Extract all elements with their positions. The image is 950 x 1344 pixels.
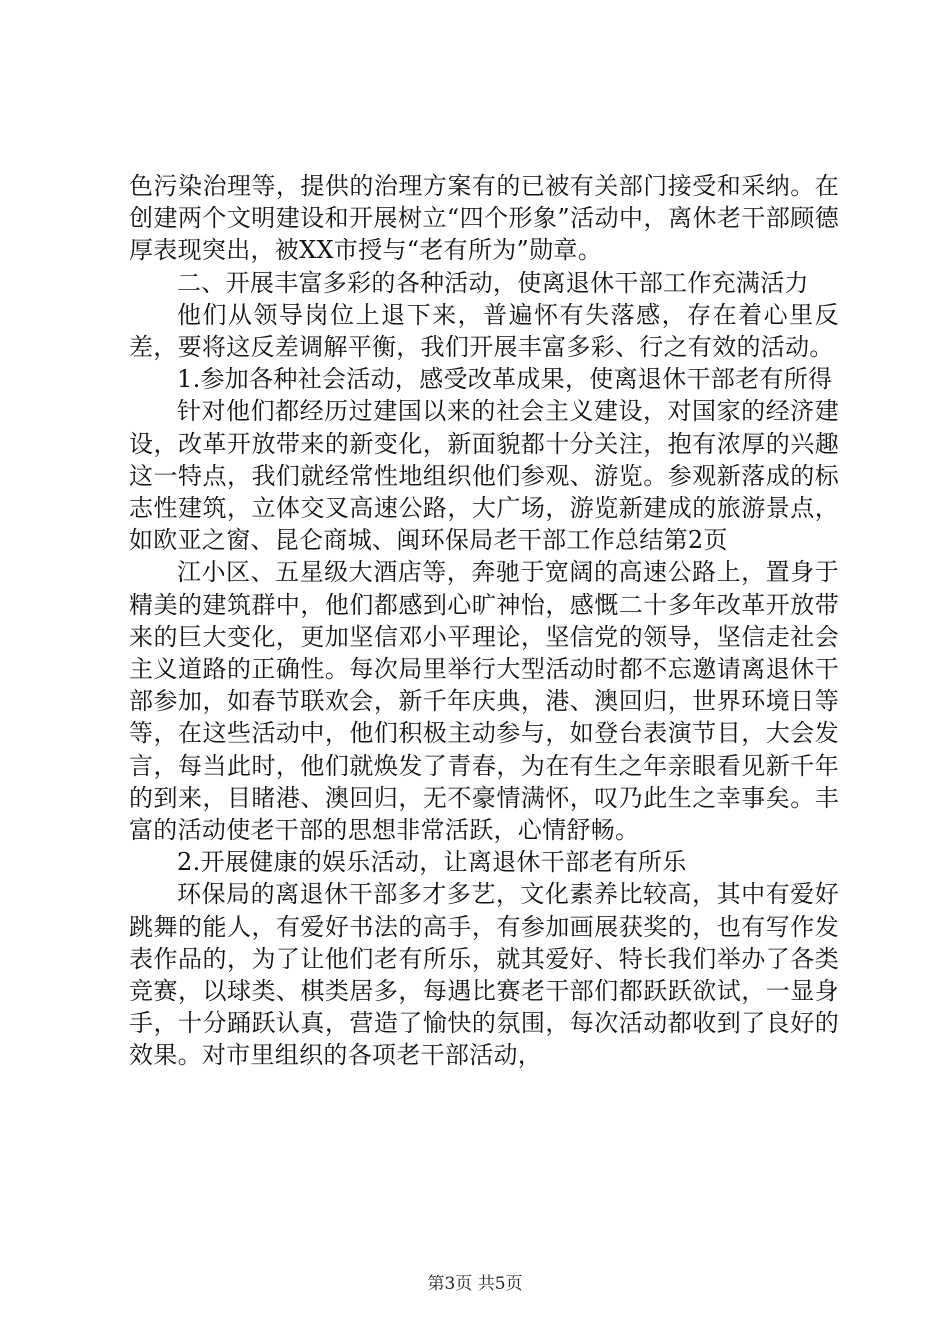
paragraph-continuation: 色污染治理等，提供的治理方案有的已被有关部门接受和采纳。在创建两个文明建设和开展树立“四个形象”活动中，离休老干部顾德厚表现突出，被XX市授与“老有所为”勋章。 xyxy=(129,172,839,265)
page-footer: 第3页 共5页 xyxy=(427,1274,523,1294)
subsection-heading-2: 2.开展健康的娱乐活动，让离退休干部老有所乐 xyxy=(177,848,687,877)
paragraph: 江小区、五星级大酒店等，奔驰于宽阔的高速公路上，置身于精美的建筑群中，他们都感到心旷神怡，感慨二十多年改革开放带来的巨大变化，更加坚信邓小平理论，坚信党的领导，坚信走社会主义道路的正确性。每次局里举行大型活动时都不忘邀请离退休干部参加，如春节联欢会，新千年庆典，港、澳回归，世界环境日等等，在这些活动中，他们积极主动参与，如登台表演节目，大会发言，每当此时，他们就焕发了青春，为在有生之年亲眼看见新千年的到来，目睹港、澳回归，无不豪情满怀，叹乃此生之幸事矣。丰富的活动使老干部的思想非常活跃，心情舒畅。 xyxy=(129,558,839,845)
section-heading-2: 二、开展丰富多彩的各种活动，使离退休干部工作充满活力 xyxy=(177,268,809,297)
document-body xyxy=(129,170,839,1072)
paragraph: 针对他们都经历过建国以来的社会主义建设，对国家的经济建设，改革开放带来的新变化，新面貌都十分关注，抱有浓厚的兴趣这一特点，我们就经常性地组织他们参观、游览。参观新落成的标志性建筑，立体交叉高速公路，大广场，游览新建成的旅游景点，如欧亚之窗、昆仑商城、闽环保局老干部工作总结第2页 xyxy=(129,397,839,555)
subsection-heading-1: 1.参加各种社会活动，感受改革成果，使离退休干部老有所得 xyxy=(177,365,833,394)
paragraph: 他们从领导岗位上退下来，普遍怀有失落感，存在着心里反差，要将这反差调解平衡，我们开展丰富多彩、行之有效的活动。 xyxy=(129,300,839,362)
paragraph: 环保局的离退休干部多才多艺，文化素养比较高，其中有爱好跳舞的能人，有爱好书法的高手，有参加画展获奖的，也有写作发表作品的，为了让他们老有所乐，就其爱好、特长我们举办了各类竞赛，以球类、棋类居多，每遇比赛老干部们都跃跃欲试，一显身手，十分踊跃认真，营造了愉快的氛围，每次活动都收到了良好的效果。对市里组织的各项老干部活动， xyxy=(129,880,839,1070)
